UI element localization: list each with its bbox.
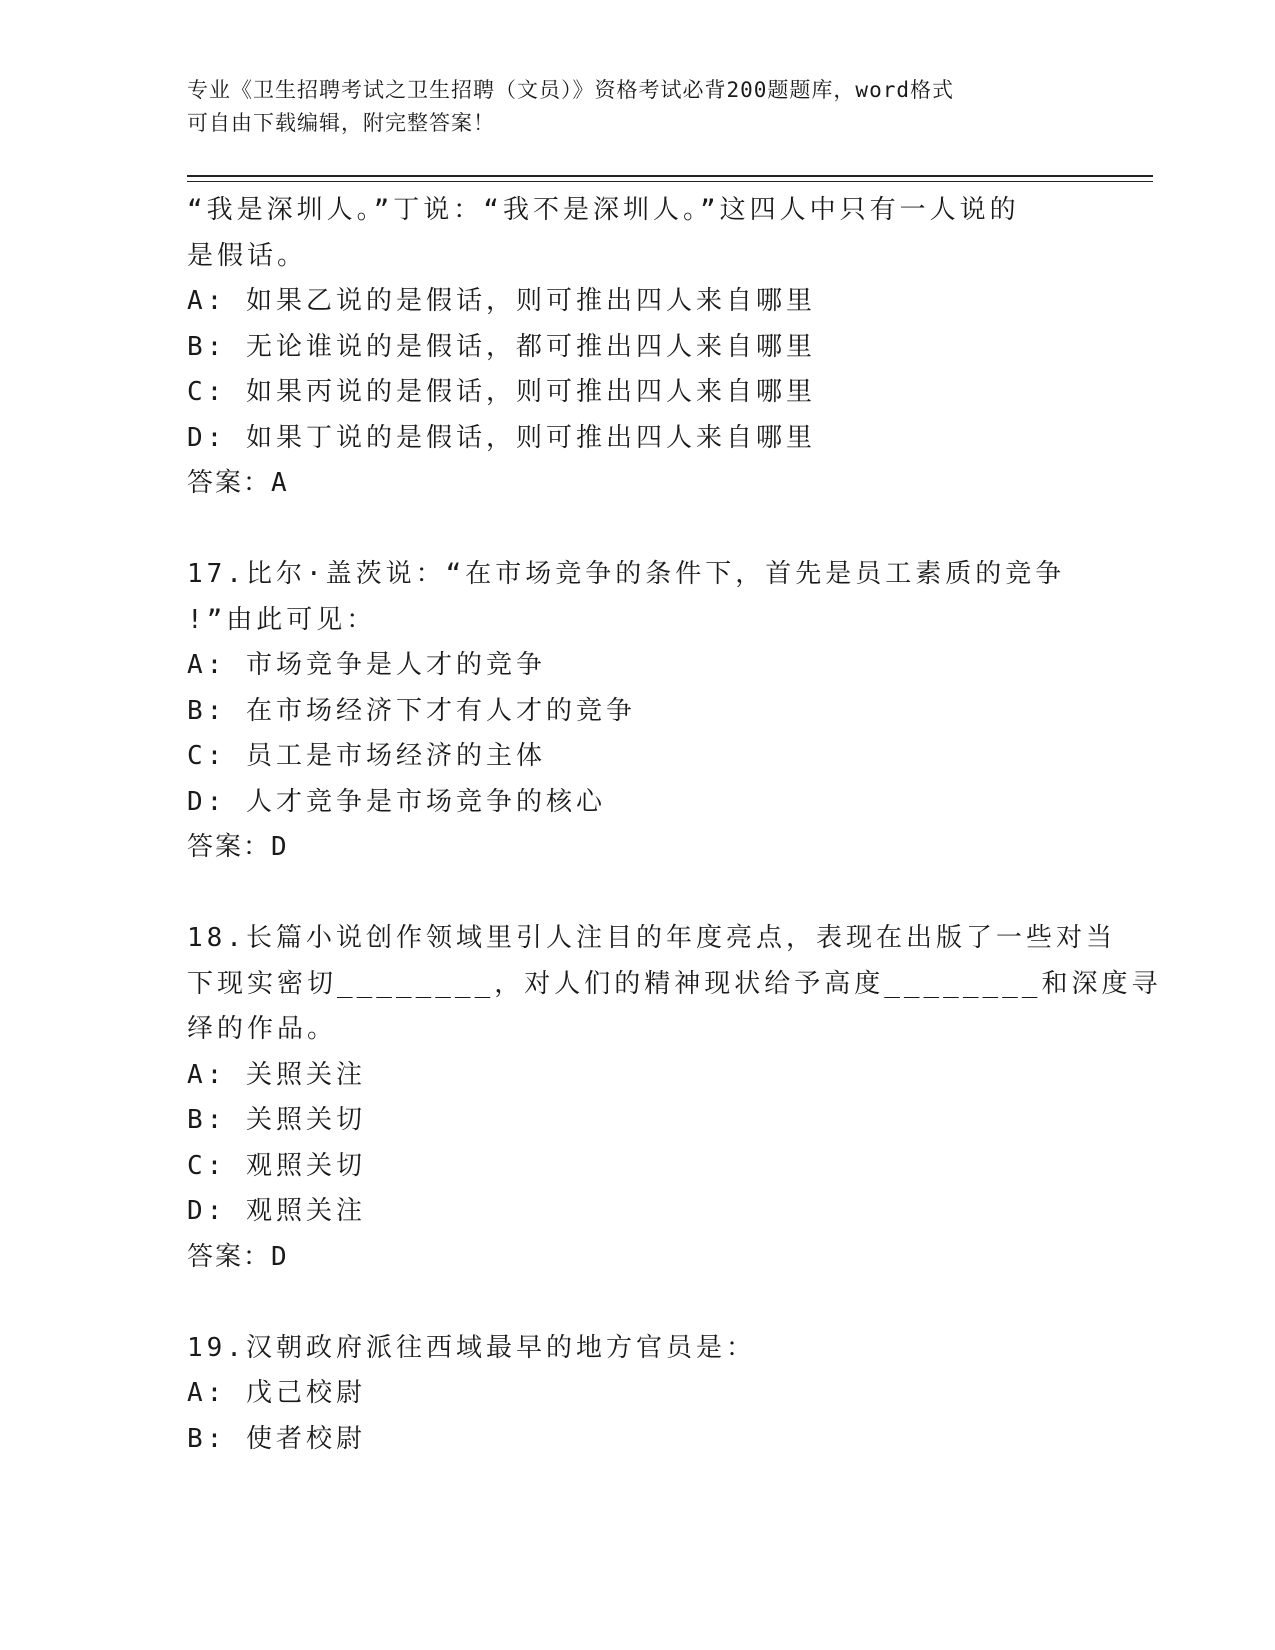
option-c: C: 员工是市场经济的主体: [187, 741, 546, 771]
header-rule-thick: [187, 175, 1153, 177]
option-d: D: 如果丁说的是假话，则可推出四人来自哪里: [187, 422, 816, 453]
question-spacer: [187, 1280, 1087, 1326]
document-header: [187, 74, 1067, 140]
question-spacer: [187, 871, 1087, 917]
answer-line: 答案：D: [187, 832, 289, 862]
question-stem-line: 17.比尔·盖茨说：“在市场竞争的条件下，首先是员工素质的竞争: [187, 559, 1066, 589]
header-title-line-2: 可自由下载编辑，附完整答案！: [187, 111, 495, 135]
question-stem-line: 18.长篇小说创作领域里引人注目的年度亮点，表现在出版了一些对当: [187, 923, 1116, 953]
header-title-line-1: 专业《卫生招聘考试之卫生招聘（文员）》资格考试必背200题题库，word格式: [187, 78, 954, 102]
option-b: B: 在市场经济下才有人才的竞争: [187, 695, 636, 726]
option-b: B: 无论谁说的是假话，都可推出四人来自哪里: [187, 331, 816, 362]
question-17: [187, 552, 1087, 871]
question-stem-line: 下现实密切________，对人们的精神现状给予高度________和深度寻: [187, 968, 1162, 999]
option-a: A: 如果乙说的是假话，则可推出四人来自哪里: [187, 286, 816, 316]
header-rule-thin: [187, 181, 1153, 182]
option-c: C: 如果丙说的是假话，则可推出四人来自哪里: [187, 377, 816, 407]
option-c: C: 观照关切: [187, 1150, 366, 1181]
question-stem-line: 19.汉朝政府派往西域最早的地方官员是：: [187, 1332, 756, 1363]
answer-line: 答案：A: [187, 468, 289, 498]
question-spacer: [187, 507, 1087, 553]
question-list: [187, 188, 1162, 1462]
question-stem-line: 绎的作品。: [187, 1014, 338, 1044]
question-18: [187, 916, 1162, 1280]
question-16: [187, 188, 1087, 507]
question-19: [187, 1326, 1087, 1463]
question-stem-line: !”由此可见：: [187, 604, 377, 635]
answer-line: 答案：D: [187, 1241, 289, 1272]
option-b: B: 使者校尉: [187, 1423, 366, 1454]
option-d: D: 人才竞争是市场竞争的核心: [187, 786, 606, 817]
option-a: A: 戊己校尉: [187, 1378, 366, 1408]
option-a: A: 关照关注: [187, 1059, 366, 1090]
option-b: B: 关照关切: [187, 1105, 366, 1135]
option-d: D: 观照关注: [187, 1196, 366, 1226]
option-a: A: 市场竞争是人才的竞争: [187, 650, 546, 680]
question-stem-line: 是假话。: [187, 240, 308, 271]
question-stem-line: “我是深圳人。”丁说：“我不是深圳人。”这四人中只有一人说的: [187, 195, 1020, 225]
